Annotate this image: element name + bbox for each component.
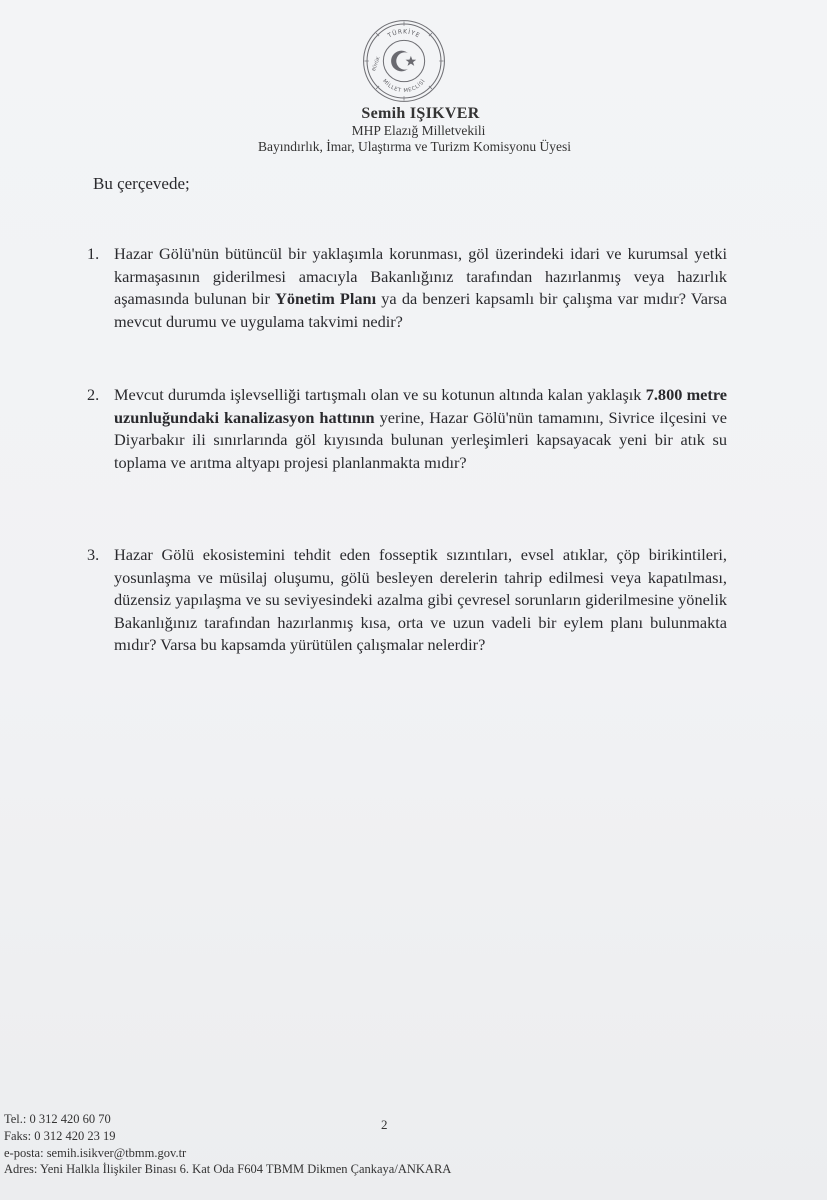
- question-item-3: [87, 544, 727, 657]
- bold-emphasis: 7.800 metre uzunluğundaki kanalizasyon hattının: [114, 385, 727, 427]
- tbmm-seal-logo: [361, 18, 447, 104]
- footer-tel: Tel.: 0 312 420 60 70: [4, 1112, 111, 1126]
- footer-fax: Faks: 0 312 420 23 19: [4, 1129, 116, 1143]
- bold-emphasis: Yönetim Planı: [275, 289, 377, 309]
- seal-text-top: TÜRKİYE: [386, 28, 422, 40]
- question-item-1: [87, 243, 727, 333]
- seal-text-left: BÜYÜK: [371, 56, 382, 73]
- question-item-2: [87, 384, 727, 474]
- svg-text:MİLLET MECLİSİ: [381, 78, 427, 94]
- greeting: Bu çerçevede;: [93, 174, 190, 193]
- svg-text:TÜRKİYE: [386, 27, 422, 40]
- sender-committee: Bayındırlık, İmar, Ulaştırma ve Turizm Komisyonu Üyesi: [258, 139, 571, 154]
- question-number: 2.: [87, 385, 100, 404]
- question-number: 1.: [87, 244, 100, 263]
- footer-email: e-posta: semih.isikver@tbmm.gov.tr: [4, 1146, 187, 1160]
- question-text: Hazar Gölü'nün bütüncül bir yaklaşımla korunması, göl üzerindeki idari ve kurumsal yetki karmaşasının giderilmesi amacıyla Bakanlığınız tarafından hazırlanmış veya hazırlık aşamasında bulunan bir Yönetim Planı ya da benzeri kapsamlı bir çalışma var mıdır? Varsa mevcut durumu ve uygulama takvimi nedir?: [114, 244, 727, 331]
- seal-text-bottom: MİLLET MECLİSİ: [381, 78, 427, 95]
- question-number: 3.: [87, 545, 100, 564]
- page-number: 2: [381, 1117, 388, 1132]
- sender-role: MHP Elazığ Milletvekili: [351, 123, 486, 138]
- question-text: Mevcut durumda işlevselliği tartışmalı olan ve su kotunun altında kalan yaklaşık 7.800 metre uzunluğundaki kanalizasyon hattının yerine, Hazar Gölü'nün tamamını, Sivrice ilçesini ve Diyarbakır ili sınırlarında göl kıyısında bulunan yerleşimleri kapsayacak yeni bir atık su toplama ve arıtma altyapı projesi planlanmakta mıdır?: [114, 385, 727, 472]
- question-text: Hazar Gölü ekosistemini tehdit eden fosseptik sızıntıları, evsel atıklar, çöp birikintileri, yosunlaşma ve müsilaj oluşumu, gölü besleyen derelerin tahrip edilmesi veya kapatılması, düzensiz yapılaşma ve su seviyesindeki azalma gibi çevresel sorunların giderilmesine yönelik Bakanlığınız tarafından hazırlanmış kısa, orta ve uzun vadeli bir eylem planı bulunmakta mıdır? Varsa bu kapsamda yürütülen çalışmalar nelerdir?: [114, 545, 727, 655]
- footer-address: Adres: Yeni Halkla İlişkiler Binası 6. Kat Oda F604 TBMM Dikmen Çankaya/ANKARA: [4, 1162, 452, 1176]
- sender-name: Semih IŞIKVER: [361, 105, 480, 122]
